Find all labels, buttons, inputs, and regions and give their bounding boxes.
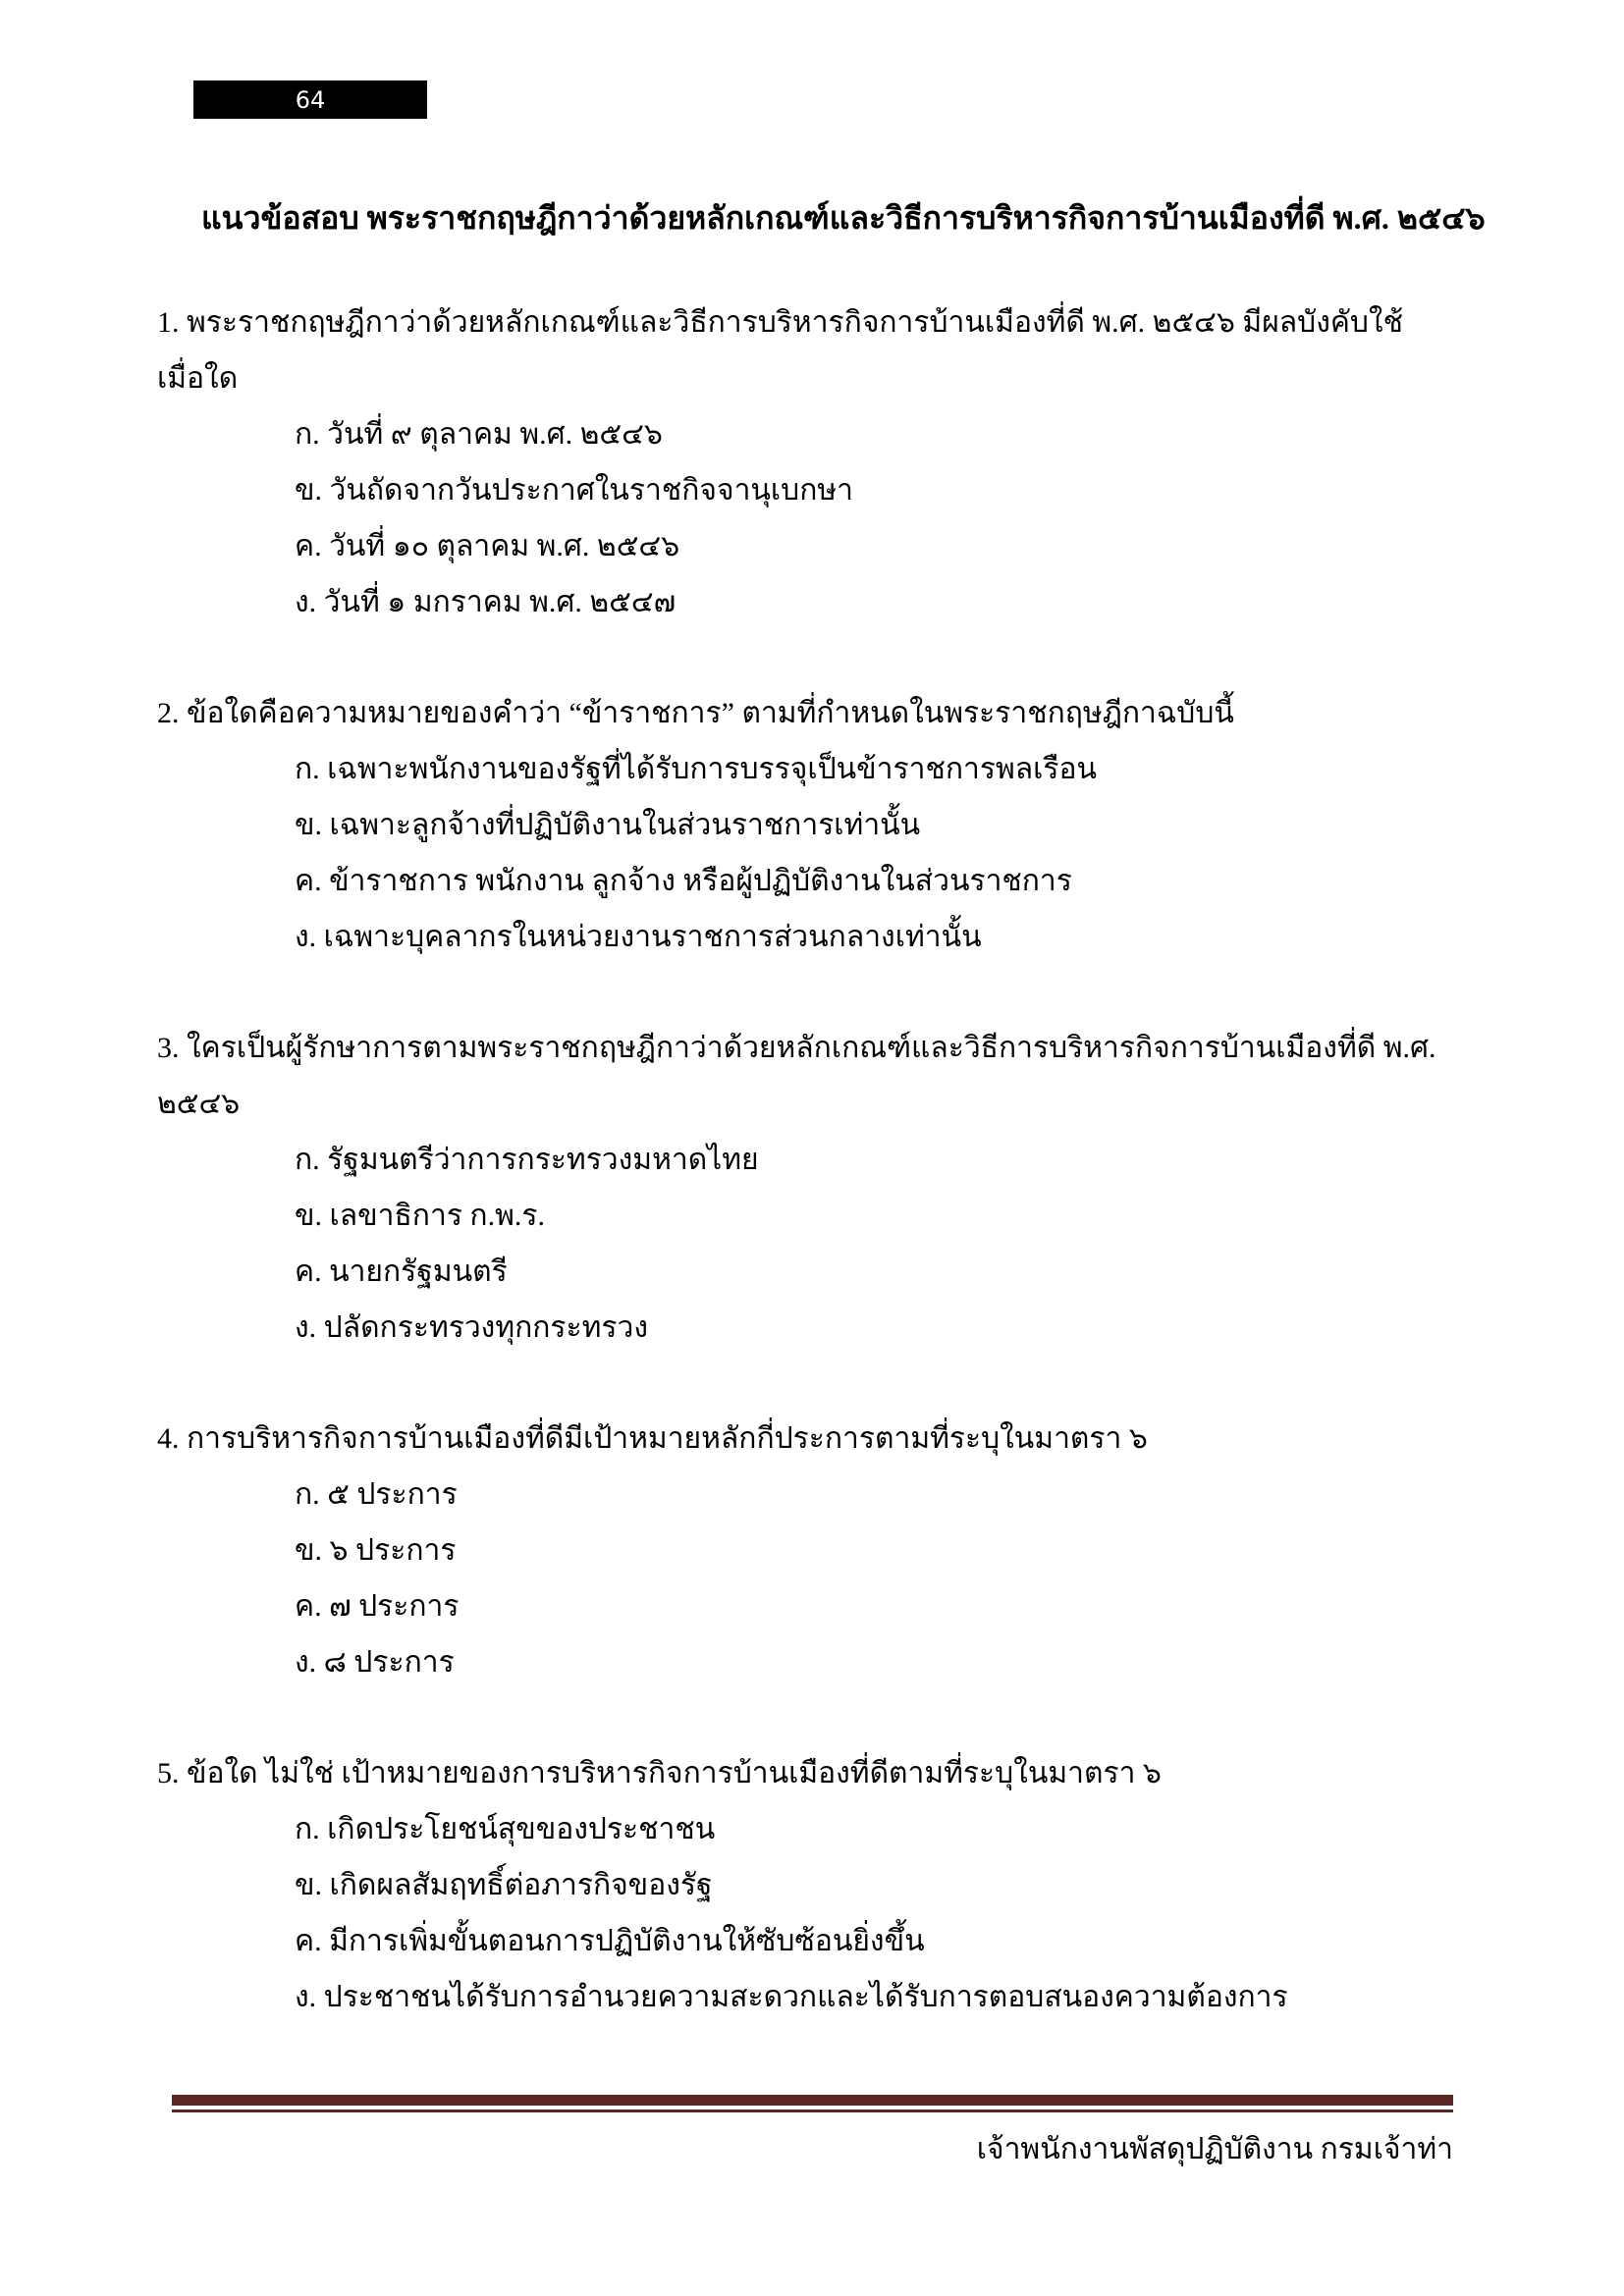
- question-text: 5. ข้อใด ไม่ใช่ เป้าหมายของการบริหารกิจการบ้านเมืองที่ดีตามที่ระบุในมาตรา ๖: [157, 1757, 1162, 1789]
- question-option: ข. เลขาธิการ ก.พ.ร.: [295, 1200, 545, 1232]
- page-title: แนวข้อสอบ พระราชกฤษฎีกาว่าด้วยหลักเกณฑ์และวิธีการบริหารกิจการบ้านเมืองที่ดี พ.ศ. ๒๕๔๖: [201, 200, 1486, 236]
- question-option: ข. เกิดผลสัมฤทธิ์ต่อภารกิจของรัฐ: [295, 1869, 713, 1901]
- question-option: ก. รัฐมนตรีว่าการกระทรวงมหาดไทย: [295, 1144, 759, 1176]
- question: [157, 1411, 1506, 1690]
- question: [157, 685, 1506, 965]
- question-option: ค. ๗ ประการ: [295, 1590, 460, 1623]
- question-option: ง. วันที่ ๑ มกราคม พ.ศ. ๒๕๔๗: [295, 586, 677, 618]
- question-option: ก. เกิดประโยชน์สุขของประชาชน: [295, 1813, 716, 1845]
- question-option: ง. ๘ ประการ: [295, 1646, 455, 1679]
- question-text: 2. ข้อใดคือความหมายของคำว่า “ข้าราชการ” ตามที่กำหนดในพระราชกฤษฎีกาฉบับนี้: [157, 697, 1234, 729]
- question-option: ข. วันถัดจากวันประกาศในราชกิจจานุเบกษา: [295, 474, 854, 507]
- question-option: ค. ข้าราชการ พนักงาน ลูกจ้าง หรือผู้ปฏิบัติงานในส่วนราชการ: [295, 865, 1072, 897]
- footer-text: เจ้าพนักงานพัสดุปฏิบัติงาน กรมเจ้าท่า: [976, 2133, 1453, 2165]
- question: [157, 1745, 1506, 2025]
- footer-rule-thick: [172, 2095, 1453, 2106]
- question-text: 4. การบริหารกิจการบ้านเมืองที่ดีมีเป้าหมายหลักกี่ประการตามที่ระบุในมาตรา ๖: [157, 1422, 1148, 1455]
- question: [157, 1020, 1506, 1356]
- question-option: ข. เฉพาะลูกจ้างที่ปฏิบัติงานในส่วนราชการเท่านั้น: [295, 809, 921, 841]
- question-option: ค. วันที่ ๑๐ ตุลาคม พ.ศ. ๒๕๔๖: [295, 530, 680, 562]
- question-text: ๒๕๔๖: [157, 1088, 241, 1120]
- page-number-badge: 64: [193, 80, 427, 119]
- question-option: ก. ๕ ประการ: [295, 1478, 458, 1511]
- question-text: 3. ใครเป็นผู้รักษาการตามพระราชกฤษฎีกาว่าด้วยหลักเกณฑ์และวิธีการบริหารกิจการบ้านเมืองที่ดี พ.ศ.: [157, 1032, 1436, 1064]
- question-option: ง. ปลัดกระทรวงทุกกระทรวง: [295, 1311, 649, 1344]
- question-option: ง. เฉพาะบุคลากรในหน่วยงานราชการส่วนกลางเท่านั้น: [295, 921, 982, 953]
- question-option: ก. วันที่ ๙ ตุลาคม พ.ศ. ๒๕๔๖: [295, 418, 663, 451]
- question-option: ค. มีการเพิ่มขั้นตอนการปฏิบัติงานให้ซับซ้อนยิ่งขึ้น: [295, 1925, 925, 1957]
- question-option: ก. เฉพาะพนักงานของรัฐที่ได้รับการบรรจุเป็นข้าราชการพลเรือน: [295, 753, 1098, 785]
- question-text: เมื่อใด: [157, 362, 239, 395]
- question-option: ง. ประชาชนได้รับการอำนวยความสะดวกและได้รับการตอบสนองความต้องการ: [295, 1981, 1288, 2013]
- question-text: 1. พระราชกฤษฎีกาว่าด้วยหลักเกณฑ์และวิธีการบริหารกิจการบ้านเมืองที่ดี พ.ศ. ๒๕๔๖ มีผลบังคับใช้: [157, 306, 1403, 339]
- question-option: ข. ๖ ประการ: [295, 1534, 457, 1567]
- question-option: ค. นายกรัฐมนตรี: [295, 1255, 508, 1288]
- footer-rule-thin: [172, 2109, 1453, 2112]
- question-list: [157, 294, 1506, 2080]
- question: [157, 294, 1506, 630]
